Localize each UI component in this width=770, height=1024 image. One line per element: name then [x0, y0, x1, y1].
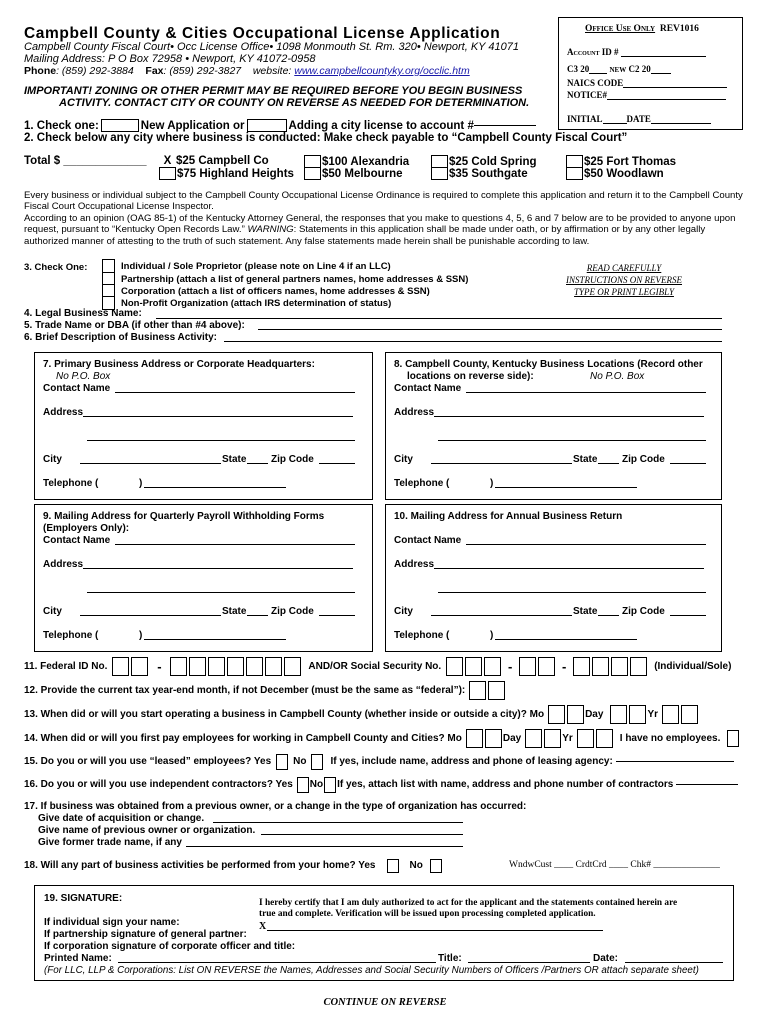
office-use-header: [585, 24, 699, 34]
fein-digit-box[interactable]: [170, 657, 187, 676]
contractors-yes-checkbox[interactable]: [297, 777, 309, 793]
certification-text: [259, 898, 677, 920]
date-label: DATE: [626, 114, 651, 124]
fein-dash: -: [157, 658, 162, 674]
naics-field[interactable]: [623, 87, 727, 88]
leasing-agency-label: If yes, include name, address and phone of leasing agency:: [330, 756, 613, 767]
q8-contact-field[interactable]: [466, 392, 706, 393]
q10-zip-label: Zip Code: [622, 606, 665, 617]
q15-row: [24, 752, 734, 771]
q8-address-label: Address: [394, 407, 435, 418]
q5-label: 5. Trade Name or DBA (if other than #4 above):: [24, 320, 245, 331]
ssn-digit-box[interactable]: [484, 657, 501, 676]
q9-zip-label: Zip Code: [271, 606, 314, 617]
q8-zip-field[interactable]: [670, 463, 706, 464]
q9-telephone-label: Telephone (: [43, 630, 99, 641]
q8-title: 8. Campbell County, Kentucky Business Locations (Record other: [394, 359, 703, 370]
certification-line-1: I hereby certify that I am duly authorized to act for the applicant and the statements contained herein are: [259, 898, 678, 908]
home-yes-checkbox[interactable]: [387, 859, 399, 873]
fein-digit-box[interactable]: [208, 657, 225, 676]
checkbox[interactable]: [431, 167, 448, 180]
fee-campbell-co[interactable]: [159, 155, 269, 167]
initial-date: [567, 114, 711, 124]
fein-digit-box[interactable]: [112, 657, 129, 676]
c2-label: C2 20: [628, 64, 651, 74]
mailing-address: Mailing Address: P O Box 72958 • Newport, KY 41072-0958: [24, 53, 316, 65]
naics-code: [567, 78, 727, 88]
warning-label: WARNING: [247, 224, 294, 236]
q6-label: 6. Brief Description of Business Activity:: [24, 332, 218, 343]
certification-line-2: true and complete. Verification will be issued upon processing completed application.: [259, 909, 596, 919]
no-label: No: [409, 860, 423, 871]
q10-address-field[interactable]: [434, 568, 704, 569]
contractors-field[interactable]: [676, 784, 738, 785]
fee-woodlawn[interactable]: [566, 167, 664, 180]
q7-address-label: Address: [43, 407, 84, 418]
fein-digit-box[interactable]: [227, 657, 244, 676]
q7-address-field-2[interactable]: [87, 440, 355, 441]
q10-title: 10. Mailing Address for Annual Business Return: [394, 511, 623, 522]
q8-title-2: locations on reverse side):: [407, 371, 534, 382]
note-type-or-print: TYPE OR PRINT LEGIBLY: [574, 287, 674, 297]
rev-number: REV1016: [659, 24, 699, 34]
q14-row: [24, 728, 740, 749]
office-use-box: [558, 17, 743, 130]
no-label: No: [309, 779, 324, 790]
q8-zip-label: Zip Code: [622, 454, 665, 465]
q12-row: [24, 681, 506, 700]
q7-city-field[interactable]: [80, 463, 221, 464]
q9-zip-field[interactable]: [319, 615, 355, 616]
q8-telephone-paren: ): [490, 478, 494, 489]
q15-label: 15. Do you or will you use “leased” employees? Yes: [24, 756, 272, 767]
yr-label: Yr: [562, 733, 573, 744]
q8-address-field[interactable]: [434, 416, 704, 417]
q8-panel: [385, 352, 722, 500]
date-field[interactable]: [651, 123, 711, 124]
q8-state-field[interactable]: [598, 463, 619, 464]
q9-telephone-field[interactable]: [144, 639, 286, 640]
partnership-sign-label: If partnership signature of general partner:: [44, 929, 247, 940]
fee-southgate[interactable]: [431, 167, 528, 180]
intro-p2-start: According to an opinion (OAG 85-1) of the Kentucky Attorney General, the responses that you make to questions 4, 5, 6 and 7 below are to be provided to anyone upon request, pursuant to “Kentucky Open Records Law.”: [24, 212, 736, 236]
account-id-field[interactable]: [621, 56, 706, 57]
day-label: Day: [502, 733, 522, 744]
ssn-digit-box[interactable]: [630, 657, 647, 676]
c3-label: C3 20: [567, 64, 590, 74]
option-label: Partnership (attach a list of general partners names, home addresses & SSN): [121, 273, 469, 285]
fax-number: : (859) 292-3827: [163, 65, 242, 77]
ssn-digit-box[interactable]: [538, 657, 555, 676]
q11-row: [24, 655, 731, 677]
q12-label: 12. Provide the current tax year-end month, if not December (must be the same as “federal”):: [24, 685, 466, 696]
corporation-sign-label: If corporation signature of corporate officer and title:: [44, 941, 296, 952]
q9-panel: [34, 504, 373, 652]
q9-telephone-paren: ): [139, 630, 143, 641]
year-end-month-box[interactable]: [469, 681, 486, 700]
individual-sole-label: (Individual/Sole): [654, 660, 732, 672]
q13-label: 13. When did or will you start operating a business in Campbell County (whether inside or outside a city)? Mo: [24, 709, 545, 720]
note-read-carefully: READ CAREFULLY: [586, 263, 662, 273]
fee-highland-heights[interactable]: [159, 167, 294, 180]
fee-label: $25 Cold Spring: [449, 155, 537, 168]
account-id: [567, 47, 706, 57]
previous-owner-field[interactable]: [261, 834, 463, 835]
notice-number: [567, 90, 726, 100]
start-month-box[interactable]: [548, 705, 565, 724]
q9-title-2: (Employers Only):: [43, 523, 130, 534]
q13-row: [24, 704, 699, 725]
ssn-digit-box[interactable]: [573, 657, 590, 676]
q9-state-label: State: [222, 606, 247, 617]
q10-zip-field[interactable]: [670, 615, 706, 616]
ssn-digit-box[interactable]: [611, 657, 628, 676]
office-use-title: Office Use Only: [585, 24, 656, 34]
leased-yes-checkbox[interactable]: [276, 754, 288, 770]
q8-city-label: City: [394, 454, 413, 465]
business-description-field[interactable]: [224, 341, 722, 342]
individual-sign-label: If individual sign your name:: [44, 917, 180, 928]
important-notice-2: ACTIVITY. CONTACT CITY OR COUNTY ON REVERSE AS NEEDED FOR DETERMINATION.: [59, 97, 530, 109]
q8-telephone-field[interactable]: [495, 487, 637, 488]
fee-melbourne[interactable]: [304, 167, 403, 180]
start-month-box[interactable]: [567, 705, 584, 724]
q7-state-label: State: [222, 454, 247, 465]
intro-paragraph-2: [24, 213, 746, 247]
printed-name-label: Printed Name:: [44, 953, 112, 964]
q10-telephone-field[interactable]: [495, 639, 637, 640]
payroll-month-box[interactable]: [466, 729, 483, 748]
q10-address-field-2[interactable]: [438, 592, 706, 593]
q7-telephone-label: Telephone (: [43, 478, 99, 489]
ssn-digit-box[interactable]: [465, 657, 482, 676]
new-label: NEW: [609, 66, 627, 74]
yr-label: Yr: [647, 709, 658, 720]
q3-option-individual[interactable]: [101, 259, 391, 273]
q16-label: 16. Do you or will you use independent contractors? Yes: [24, 779, 293, 790]
important-notice-1: IMPORTANT! ZONING OR OTHER PERMIT MAY BE REQUIRED BEFORE YOU BEGIN BUSINESS: [24, 85, 523, 97]
initial-field[interactable]: [603, 123, 627, 124]
leased-no-checkbox[interactable]: [311, 754, 323, 770]
fee-label: $25 Fort Thomas: [584, 155, 677, 168]
ssn-digit-box[interactable]: [446, 657, 463, 676]
q7-address-field[interactable]: [83, 416, 353, 417]
option-label: Non-Profit Organization (attach IRS determination of status): [121, 297, 392, 309]
no-label: No: [293, 756, 307, 767]
q9-contact-field[interactable]: [115, 544, 355, 545]
phone-label: Phone: [24, 65, 57, 77]
new-application-label: New Application or: [140, 119, 245, 132]
q7-zip-label: Zip Code: [271, 454, 314, 465]
q8-contact-label: Contact Name: [394, 383, 462, 394]
fee-label: $50 Woodlawn: [584, 167, 664, 180]
q2-label: 2. Check below any city where business is conducted: Make check payable to “Campbell County Fiscal Court”: [24, 132, 628, 144]
q14-label: 14. When did or will you first pay employees for working in Campbell County and Cities? Mo: [24, 733, 462, 744]
q9-address-field[interactable]: [83, 568, 353, 569]
fein-digit-box[interactable]: [265, 657, 282, 676]
llc-footnote: (For LLC, LLP & Corporations: List ON REVERSE the Names, Addresses and Social Security Numbers of Officers /Partners OR attach separate sheet): [44, 965, 699, 976]
q8-city-field[interactable]: [431, 463, 572, 464]
federal-id-label: 11. Federal ID No.: [24, 660, 108, 672]
account-number-field[interactable]: [474, 125, 536, 126]
q9-state-field[interactable]: [247, 615, 268, 616]
instructions-note: [555, 262, 693, 298]
q9-city-field[interactable]: [80, 615, 221, 616]
option-label: Corporation (attach a list of officers names, home addresses & SSN): [121, 285, 430, 297]
q7-zip-field[interactable]: [319, 463, 355, 464]
note-instructions-reverse: INSTRUCTIONS ON REVERSE: [566, 275, 682, 285]
q9-city-label: City: [43, 606, 62, 617]
ssn-dash: -: [562, 658, 567, 674]
notice-field[interactable]: [607, 99, 726, 100]
signature-title: 19. SIGNATURE:: [44, 893, 123, 904]
signature-panel: [34, 885, 734, 981]
q7-telephone-field[interactable]: [144, 487, 286, 488]
checkbox[interactable]: [304, 167, 321, 180]
q16-row: [24, 775, 738, 794]
fein-digit-box[interactable]: [189, 657, 206, 676]
q10-state-field[interactable]: [598, 615, 619, 616]
naics-label: NAICS CODE: [567, 78, 624, 88]
ssn-digit-box[interactable]: [519, 657, 536, 676]
checkbox[interactable]: [159, 167, 176, 180]
q18-label: 18. Will any part of business activities be performed from your home? Yes: [24, 860, 376, 871]
start-day-box[interactable]: [629, 705, 646, 724]
q10-contact-field[interactable]: [466, 544, 706, 545]
former-trade-name-field[interactable]: [186, 846, 463, 847]
start-year-box[interactable]: [662, 705, 679, 724]
q1-label: 1. Check one:: [24, 119, 99, 132]
c3-field[interactable]: [589, 73, 607, 74]
c2-field[interactable]: [651, 73, 671, 74]
q7-contact-field[interactable]: [115, 392, 355, 393]
fein-digit-box[interactable]: [284, 657, 301, 676]
fee-label: $100 Alexandria: [322, 155, 410, 168]
q8-state-label: State: [573, 454, 598, 465]
q10-panel: [385, 504, 722, 652]
no-employees-checkbox[interactable]: [727, 730, 739, 747]
contact-line: [24, 65, 470, 77]
contractors-label: If yes, attach list with name, address and phone number of contractors: [337, 779, 674, 790]
q8-address-field-2[interactable]: [438, 440, 706, 441]
signature-field[interactable]: [267, 930, 603, 931]
title-label: Title:: [438, 953, 462, 964]
q7-telephone-paren: ): [139, 478, 143, 489]
ssn-dash: -: [508, 658, 513, 674]
q7-title: 7. Primary Business Address or Corporate Headquarters:: [43, 359, 315, 370]
q10-city-label: City: [394, 606, 413, 617]
q8-no-po-box: No P.O. Box: [590, 371, 645, 382]
website-label: website:: [252, 65, 292, 77]
q9-address-field-2[interactable]: [87, 592, 355, 593]
q9-contact-label: Contact Name: [43, 535, 111, 546]
payroll-year-box[interactable]: [577, 729, 594, 748]
q8-telephone-label: Telephone (: [394, 478, 450, 489]
payroll-month-box[interactable]: [485, 729, 502, 748]
q4-label: 4. Legal Business Name:: [24, 308, 142, 319]
ssn-label: AND/OR Social Security No.: [308, 660, 442, 672]
no-employees-label: I have no employees.: [619, 733, 721, 744]
title-field[interactable]: [468, 962, 590, 963]
start-day-box[interactable]: [610, 705, 627, 724]
new-application-checkbox[interactable]: [101, 119, 139, 132]
fee-label: $25 Campbell Co: [176, 155, 269, 167]
payroll-day-box[interactable]: [525, 729, 542, 748]
q7-panel: [34, 352, 373, 500]
q7-no-po-box: No P.O. Box: [56, 371, 111, 382]
q10-state-label: State: [573, 606, 598, 617]
q7-state-field[interactable]: [247, 463, 268, 464]
date-field[interactable]: [625, 962, 723, 963]
payroll-year-box[interactable]: [596, 729, 613, 748]
q17-label: 17. If business was obtained from a previous owner, or a change in the type of organization has occurred:: [24, 801, 527, 812]
intro-text: [24, 190, 746, 247]
fee-label: $75 Highland Heights: [177, 167, 294, 180]
leasing-agency-field[interactable]: [616, 761, 734, 762]
q10-telephone-label: Telephone (: [394, 630, 450, 641]
payment-office-use: WndwCust ____ CrdtCrd ____ Chk# ______________: [509, 860, 720, 870]
campbell-co-checkmark: X: [163, 155, 172, 167]
continue-on-reverse: CONTINUE ON REVERSE: [323, 997, 447, 1008]
home-no-checkbox[interactable]: [430, 859, 442, 873]
checkbox[interactable]: [102, 259, 115, 273]
ssn-digit-box[interactable]: [592, 657, 609, 676]
checkbox[interactable]: [566, 167, 583, 180]
q18-row: [24, 857, 443, 874]
q7-city-label: City: [43, 454, 62, 465]
day-label: Day: [585, 709, 604, 720]
q3-label: 3. Check One:: [24, 262, 88, 273]
q10-address-label: Address: [394, 559, 435, 570]
q10-contact-label: Contact Name: [394, 535, 462, 546]
date-label: Date:: [593, 953, 619, 964]
fee-label: $35 Southgate: [449, 167, 528, 180]
fein-digit-box[interactable]: [246, 657, 263, 676]
notice-label: NOTICE#: [567, 90, 608, 100]
contractors-no-checkbox[interactable]: [324, 777, 336, 793]
previous-owner-label: Give name of previous owner or organization.: [38, 825, 256, 836]
trade-name-field[interactable]: [258, 329, 722, 330]
initial-label: INITIAL: [567, 114, 603, 124]
account-id-label: Account ID #: [567, 47, 619, 57]
q9-address-label: Address: [43, 559, 84, 570]
fein-digit-box[interactable]: [131, 657, 148, 676]
q7-contact-label: Contact Name: [43, 383, 111, 394]
signature-x-mark: X: [259, 921, 267, 932]
q1-row: [24, 119, 536, 132]
former-trade-name-label: Give former trade name, if any: [38, 837, 182, 848]
start-year-box[interactable]: [681, 705, 698, 724]
intro-paragraph-1: Every business or individual subject to the Campbell County Occupational License Ordinance is required to complete this application and return it to the Campbell County Fiscal Court Occupational License Inspector.: [24, 190, 743, 213]
year-end-month-box[interactable]: [488, 681, 505, 700]
fax-label: Fax: [145, 65, 164, 77]
option-label: Individual / Sole Proprietor (please note on Line 4 if an LLC): [121, 260, 391, 272]
c3-c2-row: [567, 64, 671, 74]
website-link[interactable]: www.campbellcountyky.org/occlic.htm: [294, 65, 470, 77]
phone-number: : (859) 292-3884: [56, 65, 134, 77]
total-amount[interactable]: Total $ _____________: [24, 155, 147, 167]
adding-city-label: Adding a city license to account #: [288, 119, 474, 132]
office-address: Campbell County Fiscal Court• Occ License Office• 1098 Monmouth St. Rm. 320• Newport, KY 41071: [24, 41, 519, 53]
fee-label: $50 Melbourne: [322, 167, 403, 180]
acquisition-date-field[interactable]: [213, 822, 463, 823]
intro-p2-end: : Statements in this application shall be made under oath, or by affirmation or by any other legally authorized manner of attesting to the truth of such statement. Any false statements made herein shall be punishable according to law.: [24, 224, 706, 247]
q10-city-field[interactable]: [431, 615, 572, 616]
adding-city-checkbox[interactable]: [247, 119, 287, 132]
q9-title: 9. Mailing Address for Quarterly Payroll Withholding Forms: [43, 511, 325, 522]
legal-business-name-field[interactable]: [156, 318, 722, 319]
page-title: Campbell County & Cities Occupational License Application: [24, 25, 501, 42]
q10-telephone-paren: ): [490, 630, 494, 641]
q3-option-nonprofit[interactable]: [101, 296, 391, 310]
acquisition-date-label: Give date of acquisition or change.: [38, 813, 205, 824]
printed-name-field[interactable]: [118, 962, 436, 963]
payroll-day-box[interactable]: [544, 729, 561, 748]
